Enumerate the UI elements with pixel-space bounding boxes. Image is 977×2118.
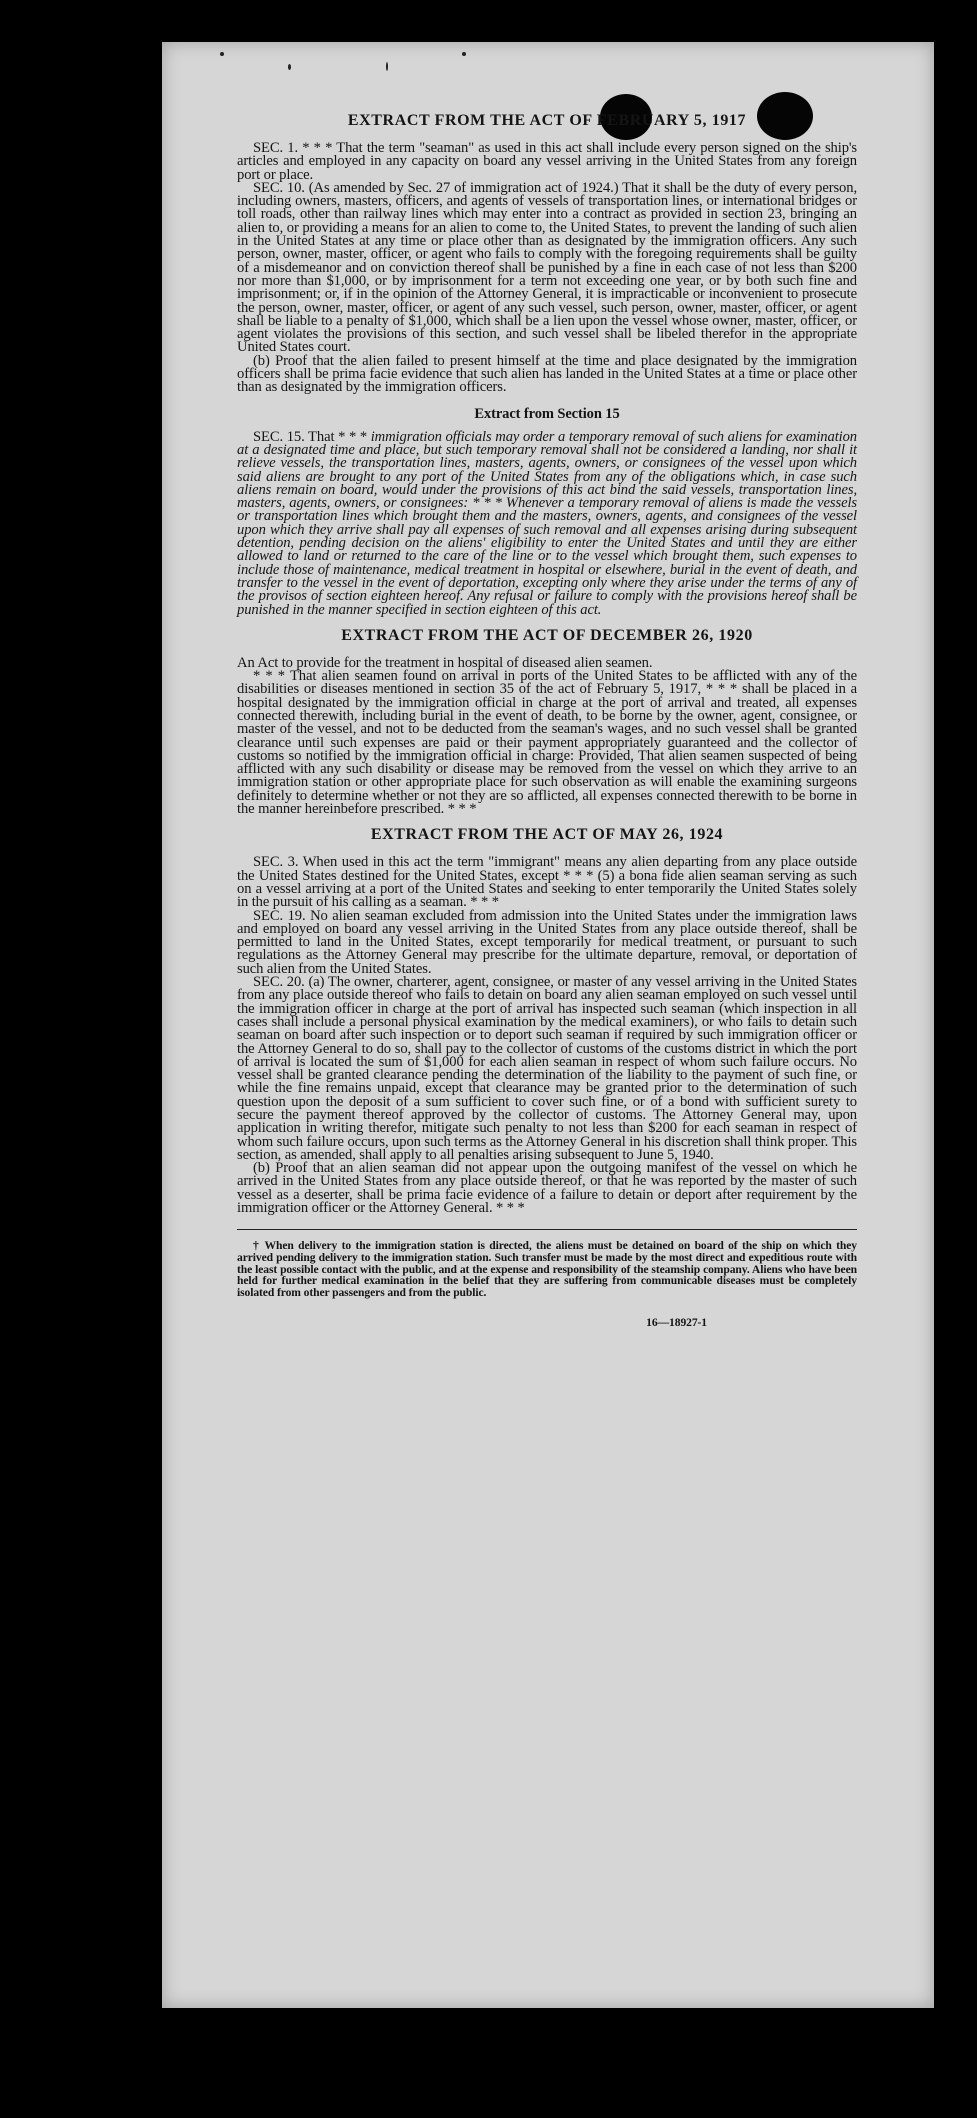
speck-mark xyxy=(462,52,466,56)
section-20-paragraph: SEC. 20. (a) The owner, charterer, agent, consignee, or master of any vessel arriving in the United States from any place outside thereof who fails to detain on board any alien seaman employed on such vessel until the immigration officer in charge at the port of arrival has inspected such seaman (which inspection in all cases shall include a personal physical examination by the medical examiners), or who fails to detain such seaman on board after such inspection or to deport such seaman if required by such immigration officer or the Attorney General to do so, shall pay to the collector of customs of the customs district in which the port of arrival is located the sum of $1,000 for each alien seaman in respect of whom such failure occurs. No vessel shall be granted clearance pending the determination of the liability to the payment of such fine, or while the fine remains unpaid, except that clearance may be granted prior to the determination of such question upon the deposit of a sum sufficient to cover such fine, or of a bond with sufficient surety to secure the payment thereof approved by the collector of customs. The Attorney General may, upon application in writing therefor, mitigate such penalty to not less than $200 for each seaman in respect of whom such failure occurs, upon such terms as the Attorney General in his discretion shall think proper. This section, as amended, shall apply to all penalties arising subsequent to June 5, 1940. xyxy=(237,974,857,1163)
act-1920-paragraph: * * * That alien seamen found on arrival in ports of the United States to be afflicted with any of the disabilities or diseases mentioned in section 35 of the act of February 5, 1917, * * * shall be placed in a hospital designated by the immigration official in charge at the port of arrival and treated, all expenses connected therewith, including burial in the event of death, to be borne by the owner, agent, consignee, or master of the vessel, and not to be deducted from the seaman's wages, and no such vessel shall be granted clearance until such expenses are paid or their payment appropriately guaranteed and the collector of customs so notified by the immigration official in charge: Provided, That alien seamen suspected of being afflicted with any such disability or disease may be removed from the vessel on which they arrive to an immigration station or other appropriate place for such observation as will enable the examining surgeons definitely to determine whether or not they are so afflicted, all expenses connected therewith to be borne in the manner hereinbefore prescribed. * * * xyxy=(237,668,857,818)
form-number: 16—18927-1 xyxy=(646,1316,707,1330)
heading-act-1924: EXTRACT FROM THE ACT OF MAY 26, 1924 xyxy=(370,826,724,844)
heading-act-1917: EXTRACT FROM THE ACT OF FEBRUARY 5, 1917 xyxy=(347,112,747,129)
footnote-divider xyxy=(237,1229,857,1230)
act-1920-title: An Act to provide for the treatment in hospital of diseased alien seamen. xyxy=(237,654,653,671)
section-1-paragraph: SEC. 1. * * * That the term "seaman" as used in this act shall include every person signed on the ship's articles and employed in any capacity on board any vessel arriving in the United States from any foreign port or place. xyxy=(237,140,857,183)
speck-mark xyxy=(288,64,291,70)
section-10-paragraph: SEC. 10. (As amended by Sec. 27 of immigration act of 1924.) That it shall be the duty of every person, including owners, masters, officers, and agents of vessels of transportation lines, or international bridges or toll roads, other than railway lines which may enter into a contract as provided in section 23, bringing an alien to, or providing a means for an alien to come to, the United States, to prevent the landing of such alien in the United States at any time or place other than as designated by the immigration officers. Any such person, owner, master, officer, or agent who fails to comply with the foregoing requirements shall be guilty of a misdemeanor and on conviction thereof shall be punished by a fine in each case of not less than $200 nor more than $1,000, or by imprisonment for a term not exceeding one year, or by both such fine and imprisonment; or, if in the opinion of the Attorney General, it is impracticable or inconvenient to prosecute the person, owner, master, officer, or agent of any such vessel, such person, owner, master, officer, or agent shall be liable to a penalty of $1,000, which shall be a lien upon the vessel whose owner, master, officer, or agent violates the provisions of this section, and such vessel shall be libeled therefor in the appropriate United States court. xyxy=(237,179,857,356)
section-15-intro: SEC. 15. That * * * xyxy=(253,428,371,445)
heading-section-15: Extract from Section 15 xyxy=(474,405,620,422)
section-20b-paragraph: (b) Proof that an alien seaman did not appear upon the outgoing manifest of the vessel on which he arrived in the United States from any place outside thereof, or that he was reported by the master of such vessel as a deserter, shall be prima facie evidence of a failure to detain or deport after requirement by the immigration officer or the Attorney General. * * * xyxy=(237,1160,857,1217)
section-19-paragraph: SEC. 19. No alien seaman excluded from admission into the United States under the immigration laws and employed on board any vessel arriving in the United States from any place outside thereof, shall be permitted to land in the United States, except temporarily for medical treatment, or pursuant to such regulations as the Attorney General may prescribe for the ultimate departure, removal, or deportation of such alien from the United States. xyxy=(237,907,857,977)
speck-mark xyxy=(220,52,224,56)
document-body xyxy=(237,112,857,1330)
heading-act-1920: EXTRACT FROM THE ACT OF DECEMBER 26, 1920 xyxy=(341,626,753,644)
section-10b-paragraph: (b) Proof that the alien failed to present himself at the time and place designated by the immigration officers shall be prima facie evidence that such alien has landed in the United States at a time or place other than as designated by the immigration officers. xyxy=(237,352,857,396)
speck-mark xyxy=(386,62,388,71)
section-3-paragraph: SEC. 3. When used in this act the term "immigrant" means any alien departing from any place outside the United States destined for the United States, except * * * (5) a bona fide alien seaman serving as such on a vessel arriving at a port of the United States and seeking to enter temporarily the United States solely in the pursuit of his calling as a seaman. * * * xyxy=(237,854,857,911)
section-15-paragraph xyxy=(237,428,857,618)
footnote-text: † When delivery to the immigration station is directed, the aliens must be detained on board of the ship on which they arrived pending delivery to the immigration station. Such transfer must be made by the most direct and expeditious route with the least possible contact with the public, and at the expense and responsibility of the steamship company. Aliens who have been held for further medical examination in the belief that they are suffering from communicable diseases must be completely isolated from other passengers and from the public. xyxy=(237,1239,857,1299)
document-page xyxy=(162,42,934,2008)
section-15-italic-text: immigration officials may order a temporary removal of such aliens for examination at a designated time and place, but such temporary removal shall not be considered a landing, nor shall it relieve vessels, the transportation lines, masters, agents, owners, or consignees of the vessel upon which said aliens are brought to any port of the United States from any of the obligations which, in case such aliens remain on board, would under the provisions of this act bind the said vessels, transportation lines, masters, agents, owners, or consignees: * * * Whenever a temporary removal of aliens is made the vessels or transportation lines which brought them and the masters, owners, agents, and consignees of the vessel upon which they arrive shall pay all expenses of such removal and all expenses arising during subsequent detention, pending decision on the aliens' eligibility to enter the United States and until they are either allowed to land or returned to the care of the line or to the vessel which brought them, such expenses to include those of maintenance, medical treatment in hospital or elsewhere, burial in the event of death, and transfer to the vessel in the event of deportation, excepting only where they arise under the terms of any of the provisos of section eighteen hereof. Any refusal or failure to comply with the provisions hereof shall be punished in the manner specified in section eighteen of this act. xyxy=(237,428,857,618)
